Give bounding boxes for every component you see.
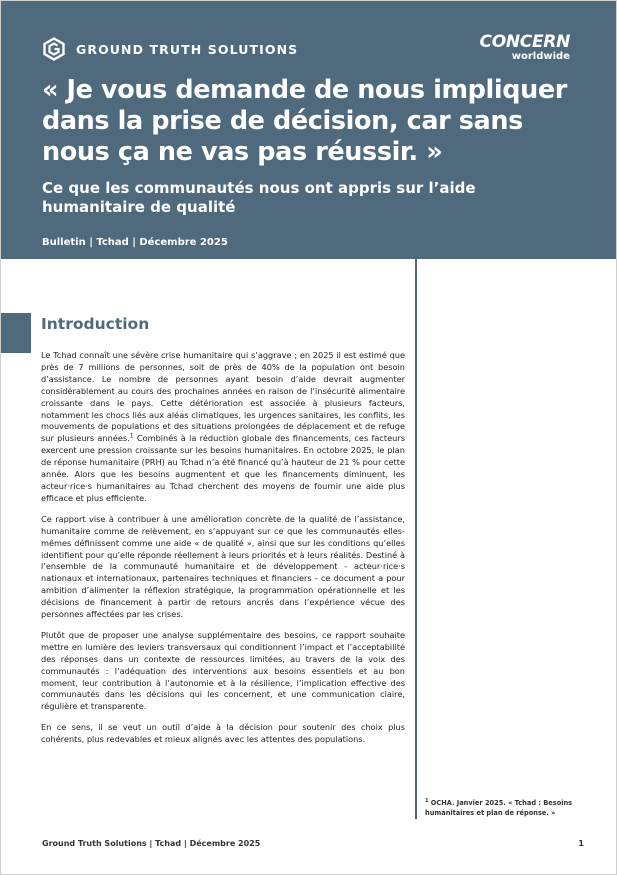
gts-hexagon-icon xyxy=(42,37,66,61)
gts-logo xyxy=(42,37,298,61)
header-band xyxy=(1,1,616,259)
footer-text: Ground Truth Solutions | Tchad | Décembre 2025 xyxy=(42,839,261,848)
paragraph: En ce sens, il se veut un outil d’aide à la décision pour soutenir des choix plus cohérents, plus redevables et mieux alignés avec les attentes des populations. xyxy=(41,722,405,745)
body-text xyxy=(41,350,405,755)
concern-logo xyxy=(480,34,570,62)
paragraph: Le Tchad connaît une sévère crise humanitaire qui s’aggrave ; en 2025 il est estimé que près de 7 millions de personnes, soit de près de 40% de la population ont besoin d’assistance. Le nombre de personnes ayant besoin d’aide devrait augmenter considérablement au cours des prochaines années en raison de l’insécurité alimentaire croissante dans le pays. Cette détérioration est associée à plusieurs facteurs, notamment les chocs liés aux aléas climatiques, les urgences sanitaires, les conflits, les mouvements de populations et des situations prolongées de déplacement et de refuge sur plusieurs années.$^1$ Combinés à la réduction globale des financements, ces facteurs exercent une pression croissante sur les besoins humanitaires. En octobre 2025, le plan de réponse humanitaire (PRH) au Tchad n’a été financé qu’à hauteur de 21 % pour cette année. Alors que les besoins augmentent et que les financements diminuent, les acteur·rice·s humanitaires au Tchad cherchent des moyens de fournir une aide plus efficace et plus efficiente. xyxy=(41,350,405,503)
bulletin-meta: Bulletin | Tchad | Décembre 2025 xyxy=(42,237,228,248)
page-subtitle: Ce que les communautés nous ont appris sur l’aide humanitaire de qualité xyxy=(42,179,476,216)
org-name: GROUND TRUTH SOLUTIONS xyxy=(76,41,299,57)
page-title: « Je vous demande de nous impliquer dans la prise de décision, car sans nous ça ne vas pas réussir. » xyxy=(42,75,567,167)
concern-logo-sub: worldwide xyxy=(511,51,570,62)
page-number: 1 xyxy=(578,839,584,848)
concern-logo-main: CONCERN xyxy=(479,32,570,52)
section-marker xyxy=(1,313,31,353)
footnote-ref[interactable]: 1 xyxy=(129,432,134,440)
paragraph: Ce rapport vise à contribuer à une amélioration concrète de la qualité de l’assistance, humanitaire comme de relèvement, en s’appuyant sur ce que les communautés elles-mêmes définissent comme une aide « de qualité », ainsi que sur les conditions qu’elles identifient pour qu’elle réponde réellement à leurs priorités et à leurs réalités. Destiné à l’ensemble de la communauté humanitaire et de développement - acteur·rice·s nationaux et internationaux, partenaires techniques et financiers - ce document a pour ambition d’alimenter la réflexion stratégique, la programmation opérationnelle et les décisions de financement à partir de retours ancrés dans l’expérience vécue des personnes affectées par les crises. xyxy=(41,513,405,620)
footnote: $^1$ OCHA. Janvier 2025. « Tchad : Besoins humanitaires et plan de réponse. » xyxy=(425,797,573,817)
column-divider xyxy=(415,259,417,819)
paragraph: Plutôt que de proposer une analyse supplémentaire des besoins, ce rapport souhaite mettre en lumière des leviers transversaux qui conditionnent l’impact et l’acceptabilité des réponses dans un contexte de ressources limitées, au travers de la voix des communautés : l’adéquation des interventions aux besoins essentiels et au bon moment, leur contribution à l’autonomie et à la résilience, l’implication effective des communautés dans les décisions qui les concernent, et une communication claire, régulière et transparente. xyxy=(41,629,405,712)
section-heading: Introduction xyxy=(41,315,150,333)
